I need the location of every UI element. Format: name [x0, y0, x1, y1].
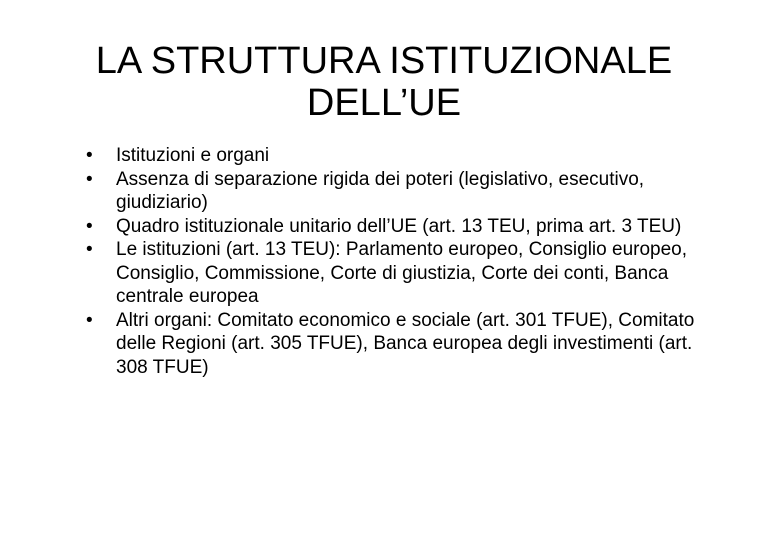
bullet-item — [86, 238, 726, 309]
bullet-text: Le istituzioni (art. 13 TEU): Parlamento europeo, Consiglio europeo, Consiglio, Commissione, Corte di giustizia, Corte dei conti, Banca centrale europea — [116, 239, 688, 307]
bullet-item — [86, 168, 726, 215]
bullet-item — [86, 144, 726, 168]
bullet-marker: • — [86, 239, 93, 260]
bullet-text: Istituzioni e organi — [116, 145, 270, 166]
bullet-marker: • — [86, 215, 93, 237]
slide-title — [40, 40, 728, 124]
bullet-item — [86, 309, 726, 380]
slide-title-line-1: LA STRUTTURA ISTITUZIONALE — [95, 40, 673, 82]
bullet-list — [86, 144, 726, 379]
bullet-marker: • — [86, 168, 93, 190]
bullet-text: Altri organi: Comitato economico e sociale (art. 301 TFUE), Comitato delle Regioni (art. 305 TFUE), Banca europea degli investimenti (art. 308 TFUE) — [116, 309, 695, 378]
bullet-marker: • — [86, 309, 93, 331]
bullet-text: Quadro istituzionale unitario dell’UE (art. 13 TEU, prima art. 3 TEU) — [116, 215, 682, 237]
bullet-text: Assenza di separazione rigida dei poteri (legislativo, esecutivo, giudiziario) — [116, 168, 645, 213]
bullet-marker: • — [86, 145, 93, 166]
bullet-item — [86, 215, 726, 239]
slide-title-line-2: DELL’UE — [306, 82, 462, 124]
